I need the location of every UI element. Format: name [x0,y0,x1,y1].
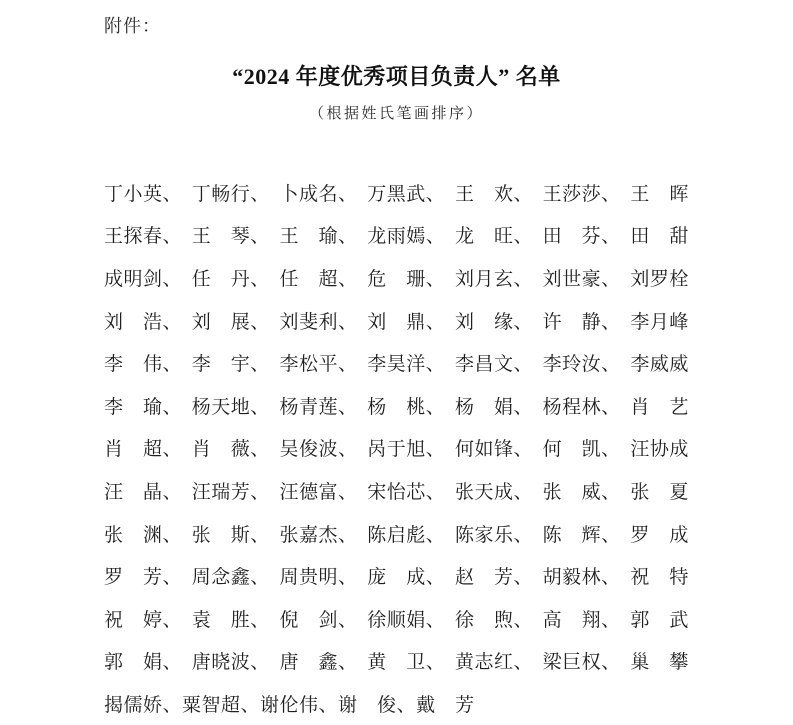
person-name: 李威威 [630,354,689,376]
person-name: 王 欢、 [454,183,533,205]
person-name: 李玲汝、 [542,354,621,376]
name-row [104,171,689,214]
person-name: 高 翔、 [542,609,621,631]
person-name: 刘 展、 [191,311,270,333]
person-name: 徐 煦、 [454,609,533,631]
person-name: 王 琴、 [191,226,270,248]
page-title: “2024 年度优秀项目负责人” 名单 [232,64,561,89]
person-name: 杨程林、 [542,396,621,418]
person-name: 肖 超、 [104,439,183,461]
name-row [104,256,689,299]
person-name: 龙雨嫣、 [367,226,446,248]
person-name: 徐顺娟、 [367,609,446,631]
person-name: 戴 芳 [416,694,475,716]
person-name: 成明剑、 [104,268,183,290]
person-name: 何如锋、 [454,439,533,461]
person-name: 李昌文、 [454,354,533,376]
person-name: 呙于旭、 [367,439,446,461]
attachment-label: 附件： [104,16,161,36]
person-name: 刘罗栓 [630,268,689,290]
person-name: 庞 成、 [367,567,446,589]
name-row [104,341,689,384]
person-name: 王 瑜、 [279,226,358,248]
person-name: 刘 浩、 [104,311,183,333]
person-name: 任 丹、 [191,268,270,290]
person-name: 陈家乐、 [454,524,533,546]
person-name: 宋怡芯、 [367,481,446,503]
person-name: 张嘉杰、 [279,524,358,546]
person-name: 胡毅林、 [542,567,621,589]
person-name: 杨天地、 [191,396,270,418]
person-name: 郭 武 [630,609,689,631]
person-name: 祝 特 [630,567,689,589]
person-name: 田 芬、 [542,226,621,248]
person-name: 丁畅行、 [191,183,270,205]
name-list [104,171,689,725]
person-name: 肖 薇、 [191,439,270,461]
person-name: 李 瑜、 [104,396,183,418]
person-name: 罗 芳、 [104,567,183,589]
person-name: 汪协成 [630,439,689,461]
person-name: 刘斐利、 [279,311,358,333]
person-name: 田 甜 [630,226,689,248]
person-name: 谢 俊、 [338,694,417,716]
name-row [104,682,689,725]
person-name: 丁小英、 [104,183,183,205]
person-name: 周念鑫、 [191,567,270,589]
person-name: 杨 娟、 [454,396,533,418]
person-name: 张 渊、 [104,524,183,546]
person-name: 黄 卫、 [367,652,446,674]
name-row [104,597,689,640]
person-name: 肖 艺 [630,396,689,418]
person-name: 危 珊、 [367,268,446,290]
person-name: 梁巨权、 [542,652,621,674]
person-name: 李松平、 [279,354,358,376]
person-name: 汪 晶、 [104,481,183,503]
person-name: 李 宇、 [191,354,270,376]
person-name: 粟智超、 [182,694,261,716]
person-name: 刘月玄、 [454,268,533,290]
name-row [104,640,689,683]
person-name: 王 晖 [630,183,689,205]
person-name: 汪德富、 [279,481,358,503]
person-name: 黄志红、 [454,652,533,674]
person-name: 刘世豪、 [542,268,621,290]
person-name: 张 威、 [542,481,621,503]
person-name: 张 斯、 [191,524,270,546]
person-name: 汪瑞芳、 [191,481,270,503]
person-name: 唐 鑫、 [279,652,358,674]
name-row [104,469,689,512]
person-name: 卜成名、 [279,183,358,205]
document-content [104,0,689,725]
person-name: 杨青莲、 [279,396,358,418]
person-name: 罗 成 [630,524,689,546]
person-name: 龙 旺、 [454,226,533,248]
person-name: 袁 胜、 [191,609,270,631]
person-name: 倪 剑、 [279,609,358,631]
name-row [104,427,689,470]
name-row [104,512,689,555]
person-name: 张 夏 [630,481,689,503]
person-name: 张天成、 [454,481,533,503]
person-name: 谢伦伟、 [260,694,339,716]
person-name: 赵 芳、 [454,567,533,589]
person-name: 陈 辉、 [542,524,621,546]
person-name: 李 伟、 [104,354,183,376]
name-row [104,214,689,257]
sort-note: （根据姓氏笔画排序） [308,106,484,122]
name-row [104,384,689,427]
person-name: 李月峰 [630,311,689,333]
person-name: 陈启彪、 [367,524,446,546]
person-name: 祝 婷、 [104,609,183,631]
person-name: 许 静、 [542,311,621,333]
person-name: 巢 攀 [630,652,689,674]
person-name: 杨 桃、 [367,396,446,418]
name-row [104,554,689,597]
person-name: 郭 娟、 [104,652,183,674]
person-name: 吴俊波、 [279,439,358,461]
person-name: 唐晓波、 [191,652,270,674]
person-name: 何 凯、 [542,439,621,461]
name-row [104,299,689,342]
person-name: 王莎莎、 [542,183,621,205]
person-name: 刘 缘、 [454,311,533,333]
person-name: 王探春、 [104,226,183,248]
person-name: 刘 鼎、 [367,311,446,333]
person-name: 李昊洋、 [367,354,446,376]
person-name: 任 超、 [279,268,358,290]
person-name: 万黑武、 [367,183,446,205]
person-name: 揭儒娇、 [104,694,183,716]
person-name: 周贵明、 [279,567,358,589]
